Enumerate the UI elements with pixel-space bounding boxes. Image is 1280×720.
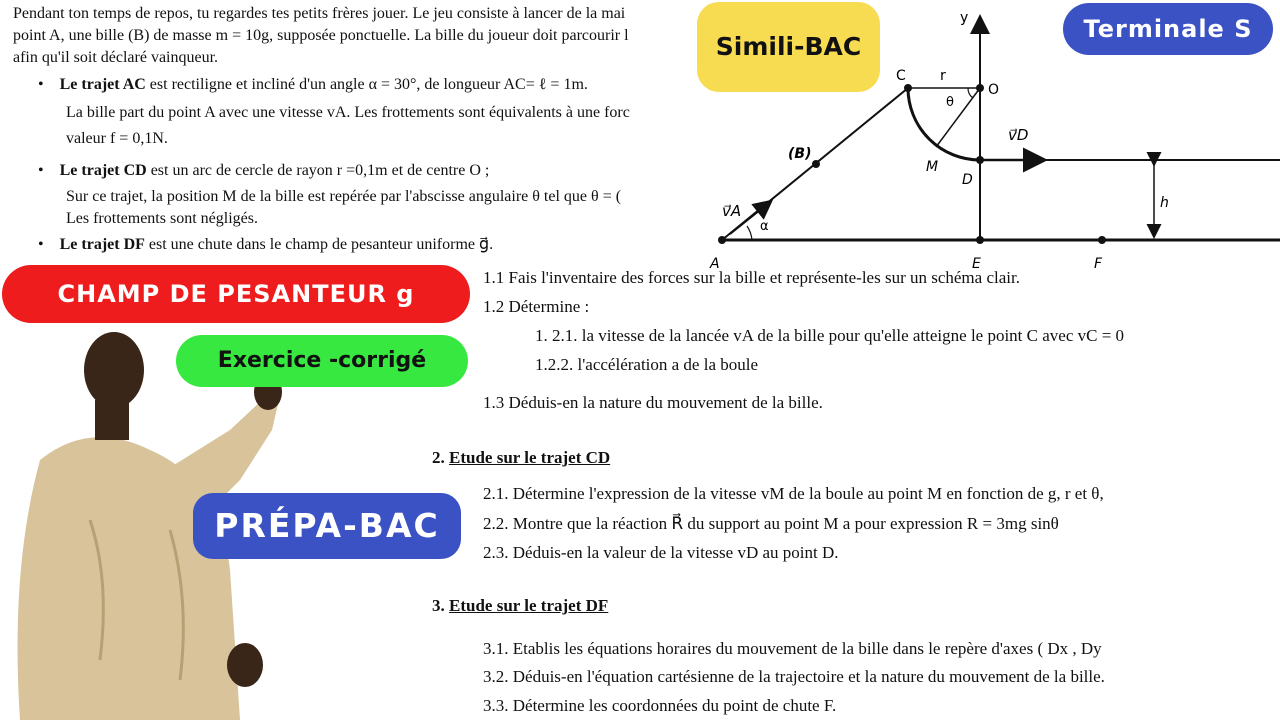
label-d: D xyxy=(962,172,973,188)
section-3-heading xyxy=(432,596,608,616)
bullet-dot: • xyxy=(38,162,44,179)
exercice-corrige-badge: Exercice -corrigé xyxy=(176,335,468,387)
bullet-text: est rectiligne et incliné d'un angle α = 30°, de longueur AC= ℓ = 1m. xyxy=(145,76,588,93)
bullet-title: Le trajet DF xyxy=(59,236,145,253)
label-vd: v⃗D xyxy=(1008,126,1029,144)
label-c: C xyxy=(896,68,906,84)
question-1-2-2: 1.2.2. l'accélération a de la boule xyxy=(535,355,759,374)
label-e: E xyxy=(972,256,981,272)
bullet-ac xyxy=(38,76,588,94)
simili-bac-badge: Simili-BAC xyxy=(697,2,880,92)
terminale-badge: Terminale S xyxy=(1063,3,1273,55)
question-3-2: 3.2. Déduis-en l'équation cartésienne de la trajectoire et la nature du mouvement de la bille. xyxy=(483,667,1105,686)
point-a xyxy=(718,236,726,244)
bullet-ac-sub2: valeur f = 0,1N. xyxy=(66,130,168,147)
radius-om xyxy=(936,88,980,147)
theta-arc xyxy=(968,88,973,98)
point-e xyxy=(976,236,984,244)
question-2-3: 2.3. Déduis-en la valeur de la vitesse vD au point D. xyxy=(483,543,839,562)
bullet-title: Le trajet CD xyxy=(59,162,147,179)
section-title: Etude sur le trajet DF xyxy=(449,596,609,615)
bullet-ac-sub1: La bille part du point A avec une vitesse vA. Les frottements sont équivalents à une forc xyxy=(66,104,630,121)
prepa-bac-badge: PRÉPA-BAC xyxy=(193,493,461,559)
question-2-2: 2.2. Montre que la réaction R⃗ du support au point M a pour expression R = 3mg sinθ xyxy=(483,514,1059,533)
bullet-dot: • xyxy=(38,76,44,93)
point-c xyxy=(904,84,912,92)
question-1-1: 1.1 Fais l'inventaire des forces sur la bille et représente-les sur un schéma clair. xyxy=(483,268,1020,287)
bullet-cd-sub1: Sur ce trajet, la position M de la bille est repérée par l'abscisse angulaire θ tel que θ = ( xyxy=(66,188,622,205)
bullet-text: est un arc de cercle de rayon r =0,1m et de centre O ; xyxy=(146,162,490,179)
question-1-2: 1.2 Détermine : xyxy=(483,297,590,316)
bullet-df xyxy=(38,234,493,254)
label-h: h xyxy=(1160,195,1169,211)
bullet-cd xyxy=(38,162,489,180)
label-y: y xyxy=(960,10,969,26)
bullet-cd-sub2: Les frottements sont négligés. xyxy=(66,210,258,227)
label-va: v⃗A xyxy=(722,202,742,220)
question-2-1: 2.1. Détermine l'expression de la vitesse vM de la boule au point M en fonction de g, r et θ, xyxy=(483,484,1104,503)
head xyxy=(84,332,144,408)
arc-cd xyxy=(908,88,980,160)
label-r: r xyxy=(940,68,946,84)
point-f xyxy=(1098,236,1106,244)
intro-line: Pendant ton temps de repos, tu regardes tes petits frères jouer. Le jeu consiste à lancer de la mai xyxy=(13,5,626,22)
label-f: F xyxy=(1094,256,1103,272)
label-theta: θ xyxy=(946,95,954,110)
section-title: Etude sur le trajet CD xyxy=(449,448,611,467)
intro-line: afin qu'il soit déclaré vainqueur. xyxy=(13,49,219,66)
alpha-arc xyxy=(747,226,752,240)
question-3-3: 3.3. Détermine les coordonnées du point de chute F. xyxy=(483,696,837,715)
point-b xyxy=(812,160,820,168)
label-a: A xyxy=(710,256,720,272)
question-3-1: 3.1. Etablis les équations horaires du mouvement de la bille dans le repère d'axes ( Dx , Dy xyxy=(483,639,1102,658)
bullet-dot: • xyxy=(38,236,44,253)
intro-line: point A, une bille (B) de masse m = 10g, supposée ponctuelle. La bille du joueur doit parcourir l xyxy=(13,27,629,44)
point-d xyxy=(976,156,984,164)
label-o: O xyxy=(988,82,1000,98)
label-b: (B) xyxy=(788,146,812,162)
section-number: 2. xyxy=(432,448,445,467)
lower-hand xyxy=(227,643,263,687)
bullet-text: est une chute dans le champ de pesanteur uniforme g⃗. xyxy=(144,236,494,253)
champ-pesanteur-badge: CHAMP DE PESANTEUR g xyxy=(2,265,470,323)
label-alpha: α xyxy=(760,219,769,234)
section-number: 3. xyxy=(432,596,445,615)
label-m: M xyxy=(926,159,939,175)
intro-paragraph xyxy=(13,3,703,69)
section-2-heading xyxy=(432,448,610,468)
question-1-2-1: 1. 2.1. la vitesse de la lancée vA de la bille pour qu'elle atteigne le point C avec vC = 0 xyxy=(535,326,1125,345)
point-o xyxy=(976,84,984,92)
bullet-title: Le trajet AC xyxy=(59,76,146,93)
question-1-3: 1.3 Déduis-en la nature du mouvement de la bille. xyxy=(483,393,823,412)
